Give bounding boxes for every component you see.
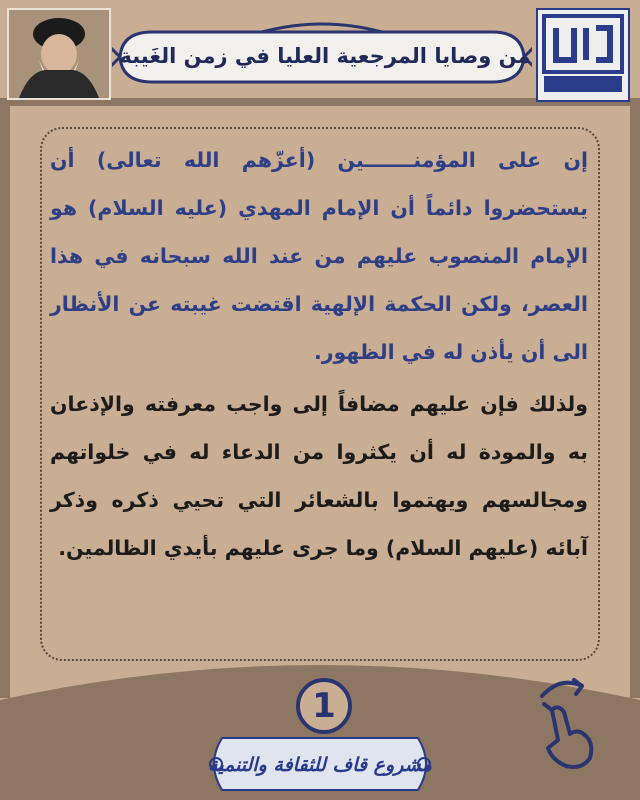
page-number: 1 [296, 678, 352, 734]
logo-icon [536, 8, 630, 102]
footer-brand-text: مشروع قاف للثقافة والتنمية [208, 754, 432, 776]
portrait-image [7, 8, 111, 100]
paragraph-intro: إن على المؤمنـــــــين (أعزّهم الله تعالى) أن يستحضروا دائماً أن الإمام المهدي (عليه السلام) هو الإمام المنصوب عليهم من عند الله سبحانه في هذا العصر، ولكن الحكمة الإلهية اقتضت غيبته عن الأنظار الى أن يأذن له في الظهور. [50, 148, 588, 364]
page-title: من وصايا المرجعية العليا في زمن الغَيبة [119, 44, 531, 68]
swipe-hand-icon[interactable] [538, 674, 602, 770]
paragraph-advice: ولذلك فإن عليهم مضافاً إلى واجب معرفته والإذعان به والمودة له أن يكثروا من الدعاء له في خلواتهم ومجالسهم ويهتموا بالشعائر التي تحيي ذكره وذكر آبائه (عليهم السلام) وما جرى عليهم بأيدي الظالمين. [50, 392, 588, 560]
